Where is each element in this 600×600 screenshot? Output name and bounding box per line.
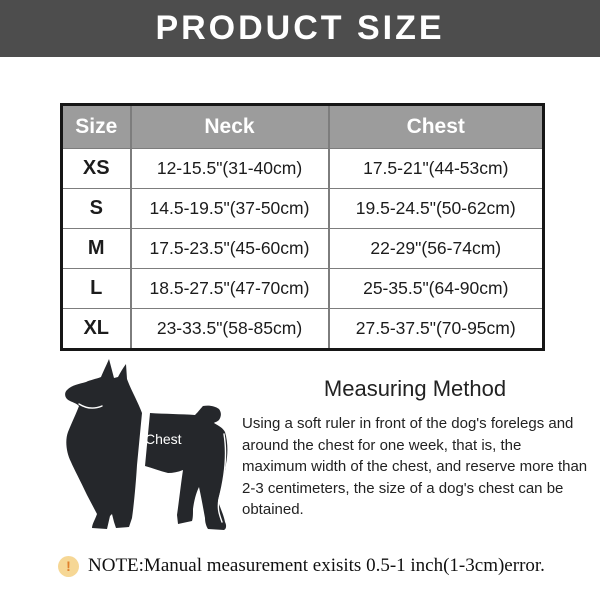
- dog-silhouette-illustration: [35, 352, 235, 547]
- size-cell: M: [62, 229, 131, 269]
- measuring-method-section: [242, 376, 588, 521]
- chest-cell: 22-29"(56-74cm): [329, 229, 544, 269]
- size-cell: L: [62, 269, 131, 309]
- size-cell: XL: [62, 309, 131, 350]
- table-row: [62, 189, 544, 229]
- chest-label: Chest: [145, 431, 182, 447]
- col-header-chest: Chest: [329, 105, 544, 149]
- size-cell: XS: [62, 149, 131, 189]
- measuring-method-description: Using a soft ruler in front of the dog's forelegs and around the chest for one week, that is, the maximum width of the chest, and reserve more than 2-3 centimeters, the size of a dog's chest can be obtained.: [242, 415, 588, 518]
- exclamation-icon: !: [58, 556, 79, 577]
- title-banner: [0, 0, 600, 57]
- neck-cell: 18.5-27.5"(47-70cm): [131, 269, 329, 309]
- chest-cell: 17.5-21"(44-53cm): [329, 149, 544, 189]
- neck-cell: 14.5-19.5"(37-50cm): [131, 189, 329, 229]
- table-header-row: [62, 105, 544, 149]
- table-row: [62, 229, 544, 269]
- measuring-method-title: Measuring Method: [323, 376, 507, 401]
- note-text: NOTE:Manual measurement exisits 0.5-1 inch(1-3cm)error.: [88, 555, 545, 576]
- page-title: PRODUCT SIZE: [155, 9, 445, 47]
- col-header-size: Size: [62, 105, 131, 149]
- chest-cell: 19.5-24.5"(50-62cm): [329, 189, 544, 229]
- neck-cell: 12-15.5"(31-40cm): [131, 149, 329, 189]
- chest-cell: 27.5-37.5"(70-95cm): [329, 309, 544, 350]
- size-table: [60, 103, 545, 351]
- neck-cell: 17.5-23.5"(45-60cm): [131, 229, 329, 269]
- note-row: [58, 555, 588, 577]
- neck-cell: 23-33.5"(58-85cm): [131, 309, 329, 350]
- size-cell: S: [62, 189, 131, 229]
- col-header-neck: Neck: [131, 105, 329, 149]
- dog-front-silhouette: [65, 359, 142, 529]
- table-row: [62, 149, 544, 189]
- table-row: [62, 309, 544, 350]
- table-row: [62, 269, 544, 309]
- dog-rear-silhouette: [145, 406, 227, 530]
- chest-cell: 25-35.5"(64-90cm): [329, 269, 544, 309]
